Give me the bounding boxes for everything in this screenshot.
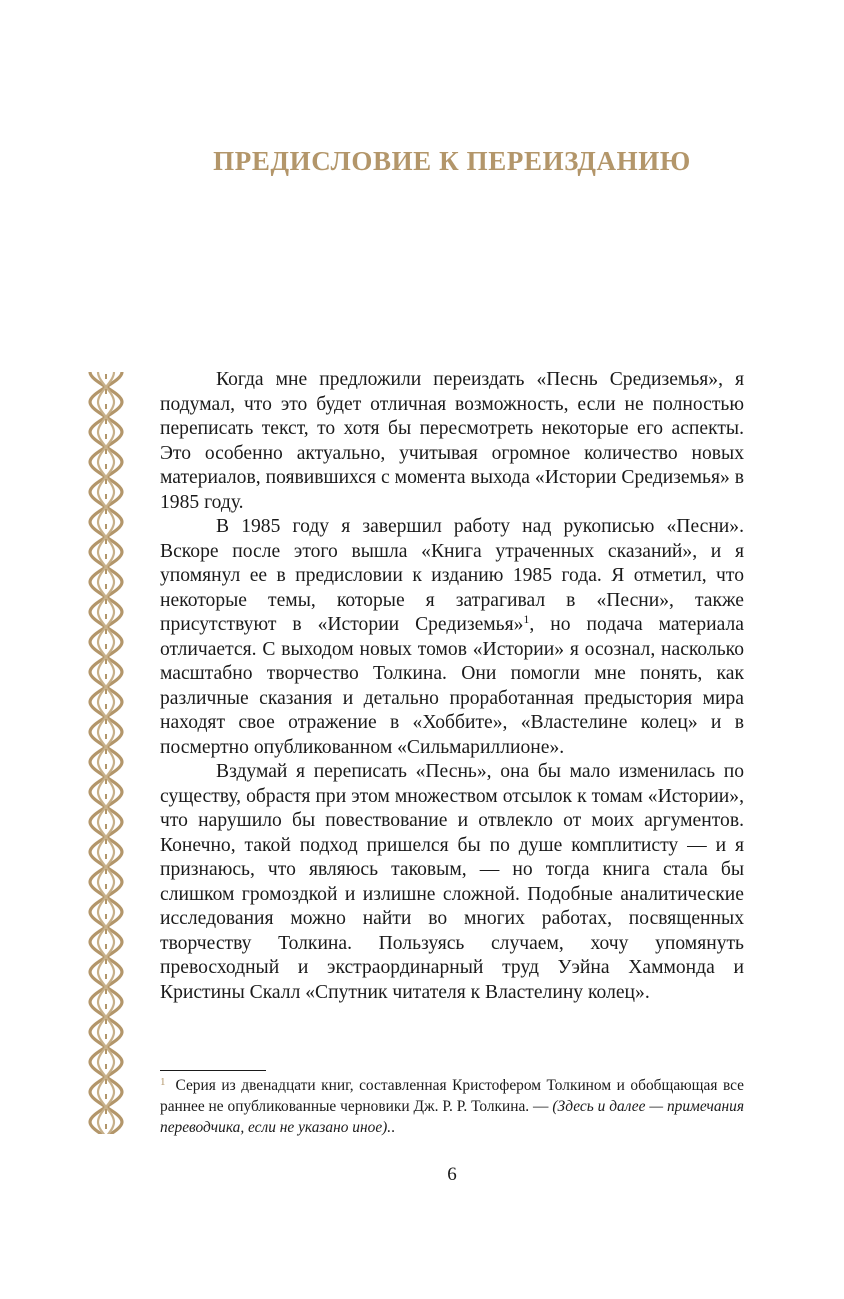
celtic-knot-border-icon: [86, 372, 126, 1134]
chapter-title: ПРЕДИСЛОВИЕ К ПЕРЕИЗДАНИЮ: [213, 146, 691, 176]
paragraph-2-text: В 1985 году я завершил работу над рукописью «Песни». Вскоре после этого вышла «Книга утраченных сказаний», и я упомянул ее в предисловии к изданию 1985 года. Я отметил, что некоторые темы, которые я затрагивал в «Песни», также присутствуют в «Истории Средиземья»: [160, 516, 744, 635]
footnote-text: Серия из двенадцати книг, составленная Кристофером Толкином и обобщающая все раннее не опубликованные черновики Дж. Р. Р. Толкина. —: [160, 1077, 744, 1115]
footnote-divider: [160, 1070, 266, 1071]
paragraph-2: [160, 515, 744, 760]
footnote-tail: .: [391, 1119, 395, 1136]
footnote-reference[interactable]: 1: [523, 612, 530, 626]
paragraph-1: Когда мне предложили переиздать «Песнь Средиземья», я подумал, что это будет отличная возможность, если не полностью переписать текст, то хотя бы пересмотреть некоторые его аспекты. Это особенно актуально, учитывая огромное количество новых материалов, появившихся с момента выхода «Истории Средиземья» в 1985 году.: [160, 369, 744, 513]
footnote: [160, 1075, 744, 1138]
footnote-mark: 1: [160, 1076, 166, 1088]
paragraph-3: Вздумай я переписать «Песнь», она бы мало изменилась по существу, обрастя при этом множеством отсылок к томам «Истории», что нарушило бы повествование и отвлекло от моих аргументов. Конечно, такой подход пришелся бы по душе комплитисту — и я признаюсь, что являюсь таковым, — но тогда книга стала бы слишком громоздкой и излишне сложной. Подобные аналитические исследования можно найти во многих работах, посвященных творчеству Толкина. Пользуясь случаем, хочу упомянуть превосходный и экстраординарный труд Уэйна Хаммонда и Кристины Скалл «Спутник читателя к Властелину колец».: [160, 761, 744, 1003]
footnote-note: (Здесь и далее — примечания переводчика, если не указано иное).: [160, 1098, 745, 1136]
page-number: 6: [447, 1164, 457, 1185]
paragraph-2-continued: , но подача материала отличается. С выходом новых томов «Истории» я осознал, насколько масштабно творчество Толкина. Они помогли мне понять, как различные сказания и детально проработанная предыстория мира находят свое отражение в «Хоббите», «Властелине колец» и в посмертно опубликованном «Сильмариллионе».: [160, 614, 744, 758]
body-text: [160, 368, 744, 1005]
